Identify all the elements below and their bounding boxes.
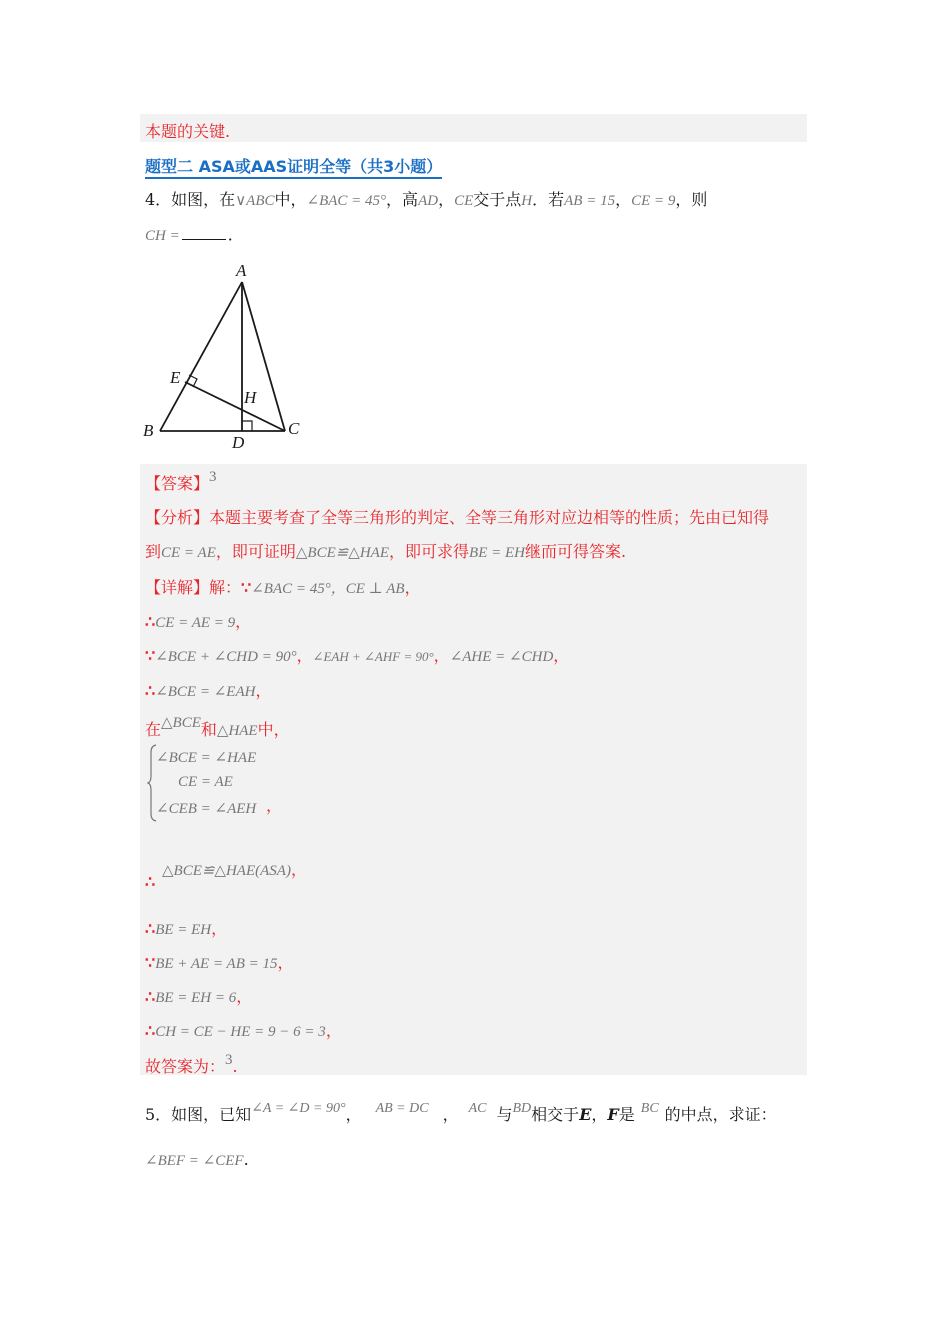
- final-answer-label: 故答案为：: [145, 1057, 226, 1076]
- system-line-3: ∠CEB = ∠AEH: [156, 801, 257, 817]
- detail-math: ∠BCE = ∠EAH: [155, 684, 256, 700]
- detail-text: ，: [236, 987, 253, 1006]
- q4-text: ，则: [675, 190, 708, 209]
- analysis-text: ，即可证明: [215, 542, 296, 561]
- detail-line-9: [145, 984, 252, 1007]
- detail-text: 在: [145, 720, 162, 739]
- label-a: A: [236, 261, 247, 280]
- q5-point-f: F: [607, 1105, 619, 1124]
- detail-text: .: [232, 1057, 238, 1076]
- q4-text: ，高: [386, 190, 419, 209]
- analysis-text: 到: [145, 542, 162, 561]
- detail-label: 【详解】: [145, 578, 210, 597]
- label-h: H: [244, 388, 257, 407]
- therefore-symbol: ∴: [145, 919, 156, 938]
- label-c: C: [288, 419, 300, 438]
- q4-ad: AD: [418, 193, 439, 209]
- analysis-text: ，即可求得: [389, 542, 470, 561]
- q5-text: 5．如图，已知: [145, 1105, 252, 1124]
- q5-text: .: [243, 1150, 249, 1169]
- analysis-label: 【分析】: [145, 508, 210, 527]
- q5-text: ，: [591, 1105, 608, 1124]
- detail-math: CH = CE − HE = 9 − 6 = 3: [155, 1024, 326, 1040]
- therefore-symbol: ∴: [145, 681, 156, 700]
- question-4-blank-line: [145, 222, 244, 245]
- detail-line-10: [145, 1018, 342, 1041]
- detail-line-7: [145, 916, 227, 939]
- question-4: [145, 187, 707, 210]
- detail-math: △BCE: [161, 715, 201, 731]
- detail-therefore-congruence: [145, 872, 155, 891]
- detail-text: ，: [433, 646, 450, 665]
- detail-line-2: [145, 609, 251, 632]
- detail-math: ∠BCE + ∠CHD = 90°: [155, 649, 297, 665]
- q5-math: AC: [468, 1101, 487, 1116]
- detail-math: △HAE: [216, 723, 258, 739]
- answer-label: 【答案】: [145, 474, 210, 493]
- label-b: B: [143, 421, 154, 440]
- q5-text: 相交于: [531, 1105, 580, 1124]
- detail-text: ，: [404, 578, 421, 597]
- q5-math: ∠A = ∠D = 90°: [251, 1101, 346, 1116]
- question-5-line-2: [145, 1150, 249, 1170]
- detail-text: 解：: [209, 578, 242, 597]
- q4-ce: CE: [454, 193, 474, 209]
- q5-text: 的中点，求证：: [664, 1105, 777, 1124]
- analysis-math: CE = AE: [161, 545, 216, 561]
- label-e: E: [170, 368, 181, 387]
- therefore-symbol: ∴: [145, 612, 156, 631]
- q4-ce-value: CE = 9: [631, 193, 676, 209]
- section-heading[interactable]: [145, 154, 442, 177]
- answer-blank: [182, 239, 226, 240]
- q5-math: BC: [640, 1101, 659, 1116]
- triangle-figure: [140, 258, 320, 453]
- detail-text: ，: [553, 646, 570, 665]
- detail-line-3: [145, 643, 569, 666]
- detail-text: ，: [211, 919, 228, 938]
- detail-line-8: [145, 950, 294, 973]
- detail-math: CE = AE = 9: [155, 615, 236, 631]
- detail-math: ∠EAH + ∠AHF = 90°: [312, 649, 434, 664]
- detail-text: ，: [277, 953, 294, 972]
- system-line-2: CE = AE: [178, 774, 233, 790]
- q4-text: 交于点: [473, 190, 522, 209]
- because-symbol: ∵: [241, 578, 252, 597]
- section-heading-text[interactable]: 题型二 ASA或AAS证明全等（共3小题）: [145, 157, 442, 179]
- q4-angle: ∠BAC = 45°: [306, 193, 387, 209]
- q4-text: ，: [615, 190, 632, 209]
- q5-text: ，: [442, 1105, 459, 1124]
- detail-text: ，: [325, 1021, 342, 1040]
- detail-math: BE = EH = 6: [155, 990, 237, 1006]
- q5-text: 与: [496, 1105, 513, 1124]
- answer-line: [145, 469, 217, 494]
- final-answer-value: 3: [225, 1052, 233, 1068]
- q4-text: ．: [227, 225, 244, 244]
- q4-triangle: ∨ABC: [235, 193, 275, 209]
- therefore-symbol: ∴: [145, 872, 156, 891]
- detail-congruence: [162, 857, 307, 880]
- therefore-symbol: ∴: [145, 987, 156, 1006]
- detail-text: 和: [200, 720, 217, 739]
- detail-line-1: [145, 575, 421, 598]
- analysis-math: △BCE≌△HAE: [295, 545, 390, 561]
- q4-text: 中，: [274, 190, 307, 209]
- detail-text: ，: [255, 681, 272, 700]
- detail-math: ∠BAC = 45°，CE ⊥ AB: [251, 581, 405, 597]
- detail-math: BE + AE = AB = 15: [155, 956, 278, 972]
- q4-text: ．若: [532, 190, 565, 209]
- detail-text: 中，: [257, 720, 290, 739]
- detail-math: △BCE≌△HAE(ASA): [162, 863, 291, 879]
- because-symbol: ∵: [145, 953, 156, 972]
- detail-line-5: [145, 713, 290, 740]
- previous-answer-tail: 本题的关键.: [145, 122, 231, 141]
- q4-text: ，: [438, 190, 455, 209]
- detail-text: ，: [235, 612, 252, 631]
- system-end: ，: [266, 796, 283, 815]
- q4-h: H: [521, 193, 533, 209]
- because-symbol: ∵: [145, 646, 156, 665]
- q5-text: ，: [345, 1105, 362, 1124]
- q5-math: ∠BEF = ∠CEF: [145, 1153, 244, 1169]
- q5-point-e: E: [579, 1105, 592, 1124]
- previous-answer-box: [140, 114, 807, 142]
- detail-text: ，: [290, 860, 307, 879]
- analysis-line-1: [145, 505, 769, 528]
- label-d: D: [232, 433, 245, 452]
- detail-final: [145, 1052, 238, 1077]
- q5-math: BD: [512, 1101, 532, 1116]
- question-5: [145, 1100, 777, 1125]
- analysis-line-2: [145, 539, 626, 562]
- analysis-text: 继而可得答案.: [524, 542, 627, 561]
- detail-line-4: [145, 678, 271, 701]
- q4-ab: AB = 15: [564, 193, 616, 209]
- q4-ch: CH =: [145, 228, 180, 244]
- detail-math: ∠AHE = ∠CHD: [449, 649, 554, 665]
- analysis-math: BE = EH: [469, 545, 525, 561]
- therefore-symbol: ∴: [145, 1021, 156, 1040]
- q5-math: AB = DC: [375, 1101, 429, 1116]
- q4-text: 4．如图，在: [145, 190, 236, 209]
- system-line-1: ∠BCE = ∠HAE: [156, 750, 257, 766]
- detail-math: BE = EH: [155, 922, 212, 938]
- q5-text: 是: [618, 1105, 635, 1124]
- detail-text: ，: [296, 646, 313, 665]
- analysis-text: 本题主要考查了全等三角形的判定、全等三角形对应边相等的性质；先由已知得: [209, 508, 770, 527]
- answer-value: 3: [209, 469, 217, 485]
